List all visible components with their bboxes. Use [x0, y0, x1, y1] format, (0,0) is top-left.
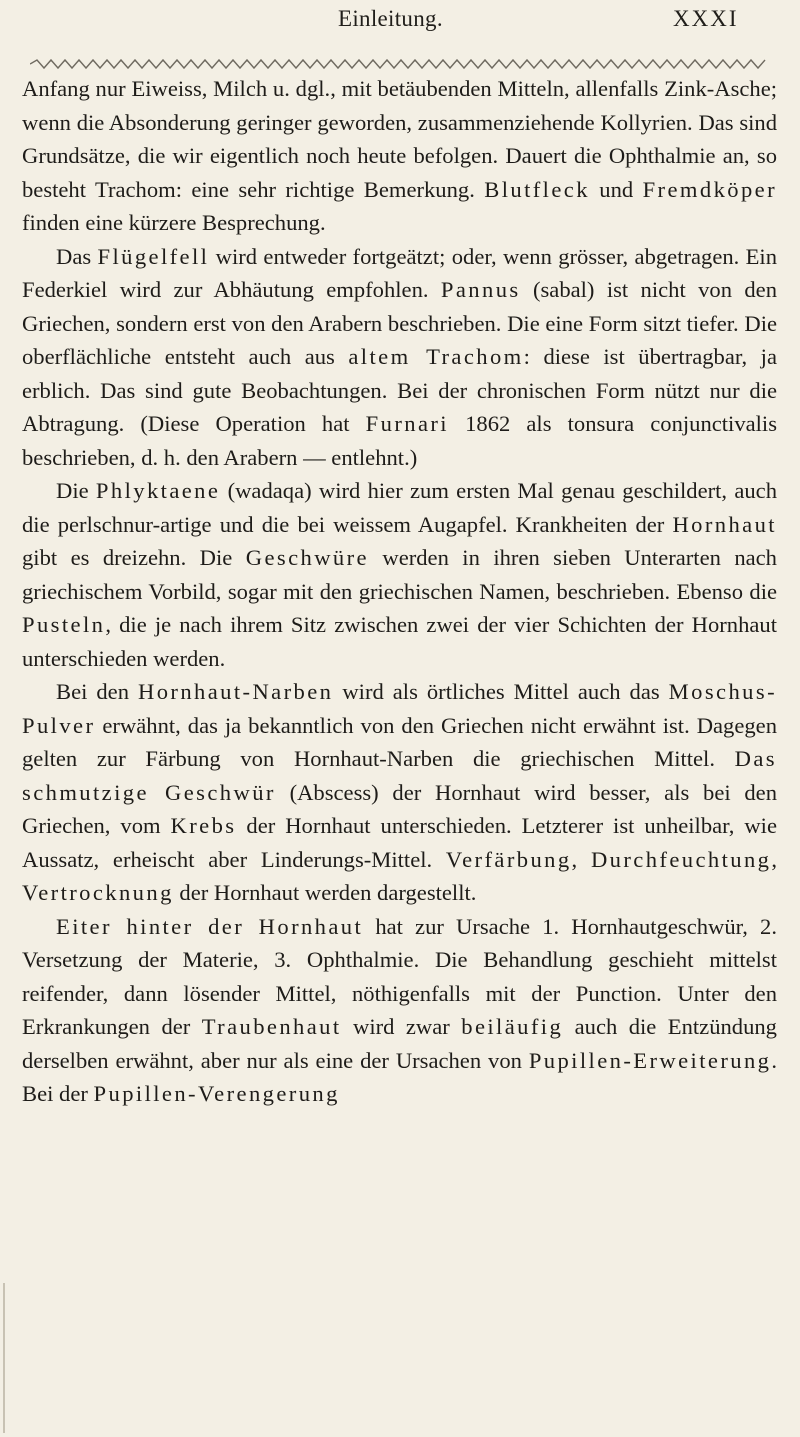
emphasized-term: Geschwüre: [245, 545, 369, 570]
page-header: [0, 6, 800, 46]
emphasized-term: Hornhaut-Narben: [138, 679, 334, 704]
text-run: erwähnt, das ja bekanntlich von den Griechen nicht erwähnt ist. Dagegen gelten zur Färbung von Hornhaut-Narben die griechischen Mittel.: [22, 712, 777, 771]
text-run: , die je nach ihrem Sitz zwischen zwei der vier Schichten der Hornhaut unterschieden werden.: [22, 612, 777, 671]
emphasized-term: Pupillen-Erweiterung: [528, 1047, 772, 1073]
text-run: hat zur Ursache 1. Hornhautgeschwür, 2. Versetzung der Materie, 3. Ophthalmie. Die Behandlung geschieht mittelst reifender, dann lösender Mittel, nöthigenfalls mit der Punction. Unter den Erkrankungen der: [22, 913, 777, 1039]
text-run: gibt es dreizehn. Die: [22, 545, 246, 570]
paragraph: [22, 72, 777, 240]
paragraph: [22, 910, 777, 1111]
margin-shadow: [3, 1283, 5, 1433]
emphasized-term: beiläufig: [461, 1014, 564, 1039]
emphasized-term: Durchfeuchtung: [590, 846, 772, 872]
text-run: finden eine kürzere Besprechung.: [22, 210, 326, 235]
emphasized-term: altem Trachom: [348, 344, 524, 369]
paragraph: [22, 474, 777, 675]
paragraph: [22, 240, 777, 475]
emphasized-term: Krebs: [170, 813, 237, 838]
emphasized-term: Traubenhaut: [201, 1014, 342, 1039]
text-run: Die: [56, 478, 96, 503]
emphasized-term: Vertrocknung: [22, 880, 174, 905]
text-run: Bei den: [56, 679, 138, 704]
text-run: ,: [571, 846, 591, 872]
text-run: und: [589, 176, 643, 202]
text-run: (sabal) ist nicht von den Griechen, sondern erst von den Arabern beschrieben. Die eine Form sitzt tiefer. Die oberflächliche entsteht auch aus: [22, 277, 777, 369]
text-run: . Bei der: [22, 1047, 777, 1106]
emphasized-term: Hornhaut: [672, 511, 777, 537]
text-run: (Abscess) der Hornhaut wird besser, als bei den Griechen, vom: [22, 779, 777, 838]
text-run: (wadaqa) wird hier zum ersten Mal genau geschildert, auch die perlschnur-artige und die bei weissem Augapfel. Krankheiten der: [22, 478, 777, 537]
text-run: wird als örtliches Mittel auch das: [333, 679, 669, 704]
text-run: wird zwar: [341, 1014, 462, 1039]
body-text: [22, 72, 777, 1111]
page-number: XXXI: [673, 6, 739, 31]
emphasized-term: Moschus-Pulver: [22, 679, 777, 738]
text-run: auch die Entzündung derselben erwähnt, aber nur als eine der Ursachen von: [22, 1014, 777, 1073]
text-run: der Hornhaut werden dargestellt.: [173, 880, 477, 905]
text-run: Das: [56, 243, 98, 269]
paragraph: [22, 675, 777, 910]
text-run: der Hornhaut unterschieden. Letzterer ist unheilbar, wie Aussatz, erheischt aber Linderungs-Mittel.: [22, 813, 777, 872]
emphasized-term: Eiter hinter der Hornhaut: [56, 913, 364, 939]
ornamental-rule: [30, 58, 770, 70]
text-run: 1862 als tonsura conjunctivalis beschrieben, d. h. den Arabern — entlehnt.): [22, 411, 777, 470]
text-run: : diese ist übertragbar, ja erblich. Das sind gute Beobachtungen. Bei der chronischen Form nützt nur die Abtragung. (Diese Operation hat: [22, 344, 777, 436]
emphasized-term: Pannus: [440, 277, 521, 302]
emphasized-term: Phlyktaene: [95, 478, 221, 503]
emphasized-term: Pupillen-Verengerung: [93, 1081, 340, 1106]
text-run: werden in ihren sieben Unterarten nach griechischem Vorbild, sogar mit den griechischen Namen, beschrieben. Ebenso die: [22, 545, 777, 604]
text-run: wird entweder fortgeätzt; oder, wenn grösser, abgetragen. Ein Federkiel wird zur Abhäutung empfohlen.: [22, 243, 778, 302]
emphasized-term: Das schmutzige Geschwür: [22, 746, 777, 805]
emphasized-term: Pusteln: [22, 612, 106, 637]
emphasized-term: Flügelfell: [97, 243, 210, 269]
text-run: Anfang nur Eiweiss, Milch u. dgl., mit betäubenden Mitteln, allenfalls Zink-Asche; wenn die Absonderung geringer geworden, zusammenziehende Kollyrien. Das sind Grundsätze, die wir eigentlich noch heute befolgen. Dauert die Ophthalmie an, so besteht Trachom: eine sehr richtige Bemerkung.: [22, 76, 777, 202]
emphasized-term: Furnari: [365, 411, 449, 436]
emphasized-term: Verfärbung: [445, 846, 572, 872]
text-run: ,: [771, 846, 778, 872]
emphasized-term: Blutfleck: [484, 176, 590, 202]
emphasized-term: Fremdköper: [642, 176, 778, 202]
running-title: Einleitung.: [338, 6, 443, 31]
